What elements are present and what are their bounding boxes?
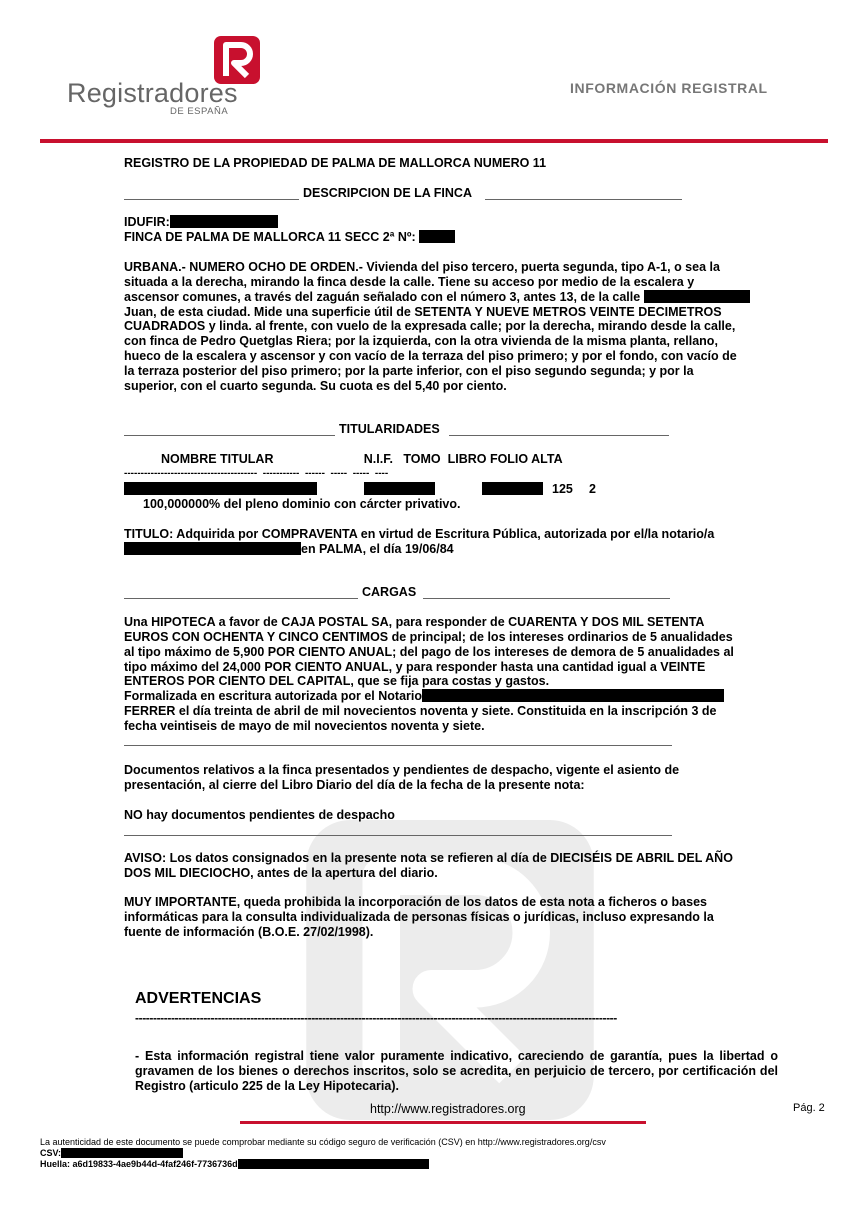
descripcion-line: hueco de la escalera y ascensor y con vacío de la terraza del piso primero; y por el fondo, con vacío de xyxy=(124,349,737,364)
cargas-line: FERRER el día treinta de abril de mil novecientos noventa y siete. Constituida en la inscripción 3 de xyxy=(124,704,717,719)
section-divider xyxy=(124,835,672,836)
cargas-line: EUROS CON OCHENTA Y CINCO CENTIMOS de principal; de los intereses ordinarios de 5 anualidades xyxy=(124,629,733,644)
descripcion-line: URBANA.- NUMERO OCHO DE ORDEN.- Vivienda del piso tercero, puerta segunda, tipo A-1, o sea la xyxy=(124,260,720,274)
header-title: INFORMACIÓN REGISTRAL xyxy=(570,80,768,96)
heading-rule-right xyxy=(449,435,669,436)
aviso-line: AVISO: Los datos consignados en la presente nota se refieren al día de DIECISÉIS DE ABRIL DEL AÑO xyxy=(124,851,733,865)
finca-label: FINCA DE PALMA DE MALLORCA 11 SECC 2ª Nº: xyxy=(124,230,416,244)
redaction-block xyxy=(482,482,543,495)
documentos-line: presentación, al cierre del Libro Diario del día de la fecha de la presente nota: xyxy=(124,778,585,792)
redaction-block xyxy=(170,215,278,228)
page-number: Pág. 2 xyxy=(793,1102,825,1114)
documentos-none: NO hay documentos pendientes de despacho xyxy=(124,808,395,822)
redaction-block xyxy=(238,1159,429,1169)
registradores-logo-icon xyxy=(214,36,260,84)
logo-subtext: DE ESPAÑA xyxy=(170,106,229,117)
heading-rule-right xyxy=(423,598,670,599)
titulo-line: TITULO: Adquirida por COMPRAVENTA en virtud de Escritura Pública, autorizada por el/la notario/a xyxy=(124,527,715,541)
redaction-block xyxy=(422,689,724,702)
idufir-row xyxy=(124,215,278,230)
descripcion-body xyxy=(124,260,784,394)
csv-note: La autenticidad de este documento se puede comprobar mediante su código seguro de verificación (CSV) en http://www.registradores.org/csv xyxy=(40,1137,606,1147)
folio-value: 125 xyxy=(552,482,573,496)
titularidades-column-dashes: ---------------------------------------- ----------- ------ ----- ----- ---- xyxy=(124,468,389,479)
cargas-line: ENTEROS POR CIENTO DEL CAPITAL, que se fija para costas y gastos. xyxy=(124,674,550,689)
idufir-label: IDUFIR: xyxy=(124,215,170,229)
logo-text: Registradores xyxy=(67,78,238,108)
descripcion-line: superior, con el cuarto segunda. Su cuota es del 5,40 por ciento. xyxy=(124,378,507,393)
dominio-text: 100,000000% del pleno dominio con cárcter privativo. xyxy=(143,497,461,511)
importante-line: fuente de información (B.O.E. 27/02/1998). xyxy=(124,925,374,939)
cargas-line: tipo máximo del 24,000 POR CIENTO ANUAL, y para responder hasta una cantidad igual a VEINTE xyxy=(124,659,706,674)
heading-rule-left xyxy=(124,199,299,200)
redaction-block xyxy=(124,542,301,555)
redaction-block xyxy=(364,482,435,495)
cargas-line: fecha veintiseis de mayo de mil novecientos noventa y siete. xyxy=(124,718,485,733)
cargas-line: Una HIPOTECA a favor de CAJA POSTAL SA, para responder de CUARENTA Y DOS MIL SETENTA xyxy=(124,615,705,629)
importante-line: MUY IMPORTANTE, queda prohibida la incorporación de los datos de esta nota a ficheros o bases xyxy=(124,895,707,909)
footer-divider xyxy=(240,1121,646,1124)
alta-value: 2 xyxy=(589,482,596,496)
huella-row: Huella: a6d19833-4ae9b44d-4faf246f-7736736d xyxy=(40,1159,429,1170)
heading-rule-left xyxy=(124,435,335,436)
heading-rule-right xyxy=(485,199,682,200)
registry-name: REGISTRO DE LA PROPIEDAD DE PALMA DE MALLORCA NUMERO 11 xyxy=(124,156,547,170)
advertencias-dashes: -------------------------------------------------------------------------------------------------------------------------------------- xyxy=(135,1011,617,1025)
descripcion-line: la terraza posterior del piso primero; por la parte inferior, con el piso segundo segunda; y por la xyxy=(124,363,694,378)
titularidades-column-headers: NOMBRE TITULAR N.I.F. TOMO LIBRO FOLIO ALTA xyxy=(161,452,563,466)
descripcion-line-with-redaction: ascensor comunes, a través del zaguán señalado con el número 3, antes 13, de la calle xyxy=(124,290,784,305)
documentos-line: Documentos relativos a la finca presentados y pendientes de despacho, vigente el asiento de xyxy=(124,763,680,777)
importante-line: informáticas para la consulta individualizada de personas físicas o jurídicas, incluso expresando la xyxy=(124,910,714,924)
section-divider xyxy=(124,745,672,746)
descripcion-line: situada a la derecha, mirando la finca desde la calle. Tiene su acceso por medio de la escalera y xyxy=(124,274,695,289)
cargas-line-with-redaction: Formalizada en escritura autorizada por el Notario xyxy=(124,689,784,704)
csv-row: CSV: xyxy=(40,1148,183,1159)
descripcion-line: CUADRADOS y linda. al frente, con vuelo de la expresada calle; por la derecha, mirando desde la calle, xyxy=(124,319,736,334)
redaction-block xyxy=(644,290,750,303)
titularidades-heading: TITULARIDADES xyxy=(339,422,440,436)
titulo-line-with-redaction: en PALMA, el día 19/06/84 xyxy=(124,542,454,557)
descripcion-heading: DESCRIPCION DE LA FINCA xyxy=(303,186,472,200)
aviso-line: DOS MIL DIECIOCHO, antes de la apertura del diario. xyxy=(124,866,438,880)
footer-url-link[interactable]: http://www.registradores.org xyxy=(370,1102,526,1116)
redaction-block xyxy=(61,1148,183,1158)
redaction-block xyxy=(124,482,317,495)
finca-row xyxy=(124,230,455,245)
advertencias-title: ADVERTENCIAS xyxy=(135,990,262,1007)
descripcion-line: con finca de Pedro Quetglas Riera; por la izquierda, con la otra vivienda de la misma planta, rellano, xyxy=(124,334,718,349)
header-divider xyxy=(40,139,828,143)
heading-rule-left xyxy=(124,598,358,599)
cargas-line: al tipo máximo de 5,900 POR CIENTO ANUAL; del pago de los intereses de demora de 5 anualidades al xyxy=(124,644,734,659)
cargas-body xyxy=(124,615,784,734)
redaction-block xyxy=(419,230,455,243)
cargas-heading: CARGAS xyxy=(362,585,417,599)
descripcion-line: Juan, de esta ciudad. Mide una superficie útil de SETENTA Y NUEVE METROS VEINTE DECIMETROS xyxy=(124,304,722,319)
advertencias-body: - Esta información registral tiene valor puramente indicativo, careciendo de garantía, pues la libertad o gravamen de los bienes o derechos inscritos, solo se acredita, en perjuicio de tercero, por certificación del Registro (articulo 225 de la Ley Hipotecaria). xyxy=(135,1049,778,1093)
